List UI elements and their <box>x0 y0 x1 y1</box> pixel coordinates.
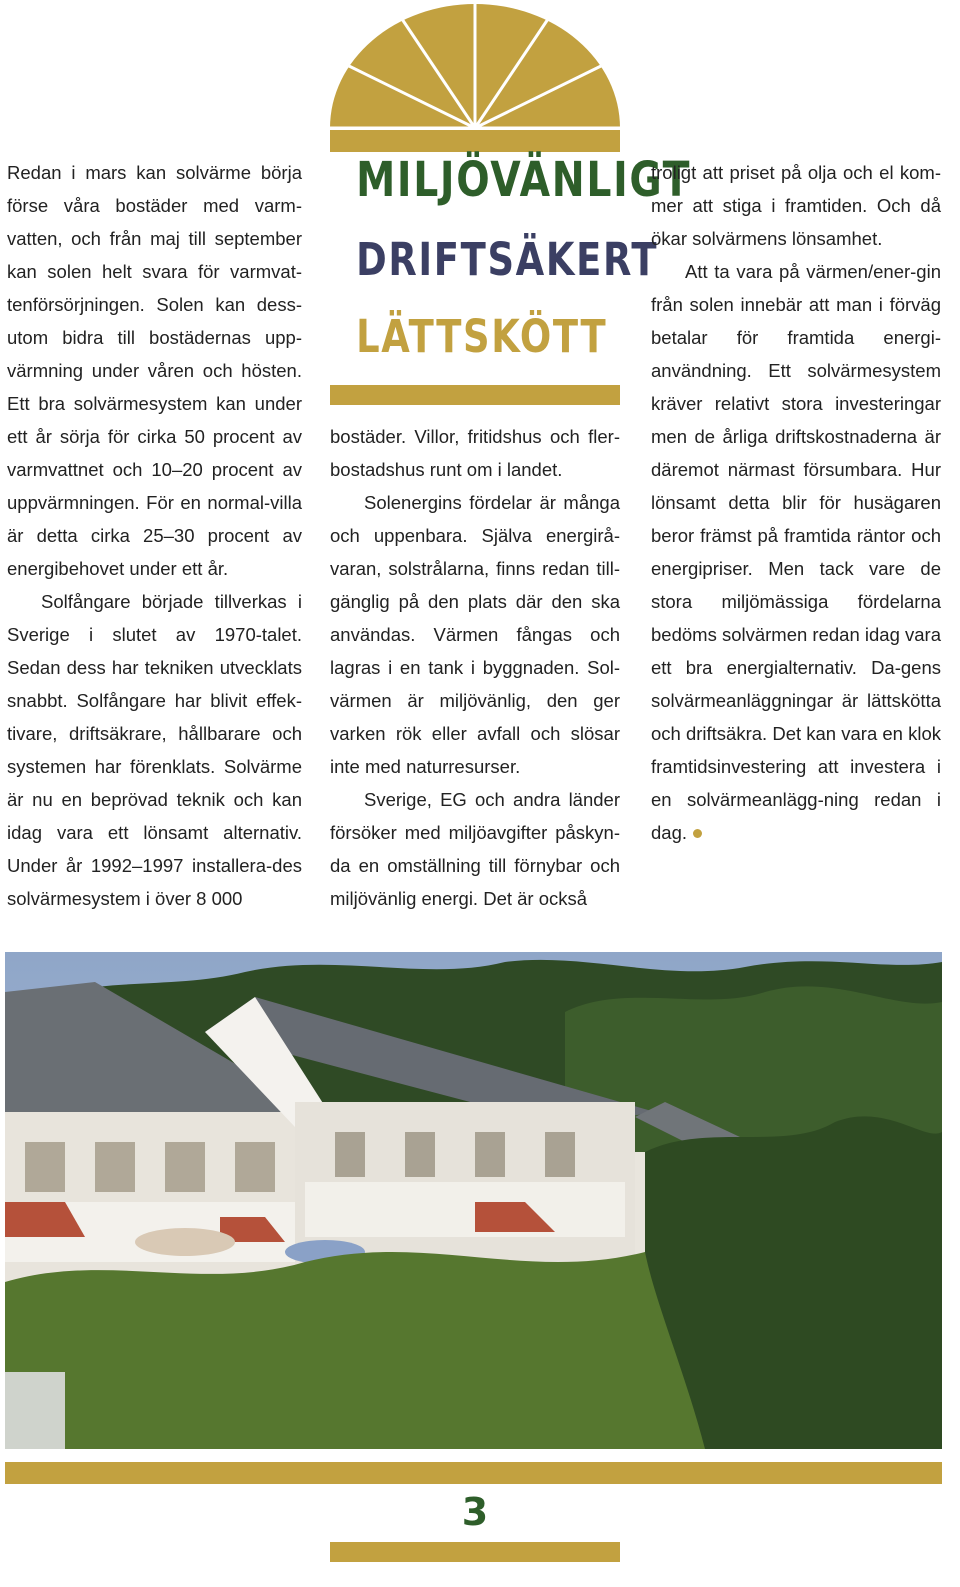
paragraph: Att ta vara på värmen/ener-gin från solen innebär att man i förväg betalar för framtida energi-användning. Ett solvärmesystem kräver relativt stora investeringar men de årliga driftskostnaderna är däremot närmast försumbara. Hur lönsamt detta blir för husägaren beror främst på framtida räntor och energipriser. Men tack vare de stora miljömässiga fördelarna bedöms solvärmen redan idag vara ett bra energialternativ. Da-gens solvärmeanläggningar är lättskötta och driftsäkra. Det kan vara en klok framtidsinvestering att investera i en solvärmeanlägg-ning redan i dag. <box>651 261 941 843</box>
paragraph: bostäder. Villor, fritidshus och fler-bostadshus runt om i landet. <box>330 426 620 480</box>
headline-miljovanligt: MILJÖVÄNLIGT <box>356 152 692 208</box>
houses-photo <box>5 952 942 1449</box>
paragraph: Redan i mars kan solvärme börja förse våra bostäder med varm-vatten, och från maj till september kan solen helt svara för varmvat-tenförsörjningen. Solen kan dess-utom bidra till bostädernas upp-värmning under våren och hösten. Ett bra solvärmesystem kan under ett år sörja för cirka 50 procent av varmvattnet och 10–20 procent av uppvärmningen. För en normal-villa är detta cirka 25–30 procent av energibehovet under ett år. <box>7 162 302 579</box>
sun-emblem <box>325 0 625 160</box>
headline-lattskott: LÄTTSKÖTT <box>356 310 608 363</box>
gold-rule <box>330 385 620 405</box>
headline-driftsakert: DRIFTSÄKERT <box>356 233 659 286</box>
paragraph: Solfångare började tillverkas i Sverige i slutet av 1970-talet. Sedan dess har tekniken utvecklats snabbt. Solfångare har blivit effek-tivare, driftsäkrare, hållbarare och systemen har förenklats. Solvärme är nu en beprövad teknik och kan idag vara ett lönsamt alternativ. Under år 1992–1997 installera-des solvärmesystem i över 8 000 <box>7 591 302 909</box>
paragraph: troligt att priset på olja och el kom-mer att stiga i framtiden. Och då ökar solvärmens lönsamhet. <box>651 162 941 249</box>
end-dot-icon <box>693 829 702 838</box>
paragraph: Solenergins fördelar är många och uppenbara. Själva energirå-varan, solstrålarna, finns redan till-gänglig på den plats där den ska användas. Värmen fångas och lagras i en tank i byggnaden. Sol-värmen är miljövänlig, den ger varken rök eller avfall och slösar inte med naturresurser. <box>330 492 620 777</box>
page-number: 3 <box>461 1490 489 1534</box>
text-column-left <box>7 156 302 915</box>
paragraph: Sverige, EG och andra länder försöker med miljöavgifter påskyn-da en omställning till förnybar och miljövänlig energi. Det är också <box>330 789 620 909</box>
gold-rule <box>330 1542 620 1562</box>
paragraph-with-end-mark <box>651 255 941 849</box>
gold-rule <box>5 1462 942 1484</box>
text-column-right <box>651 156 941 849</box>
text-column-middle <box>330 420 620 915</box>
